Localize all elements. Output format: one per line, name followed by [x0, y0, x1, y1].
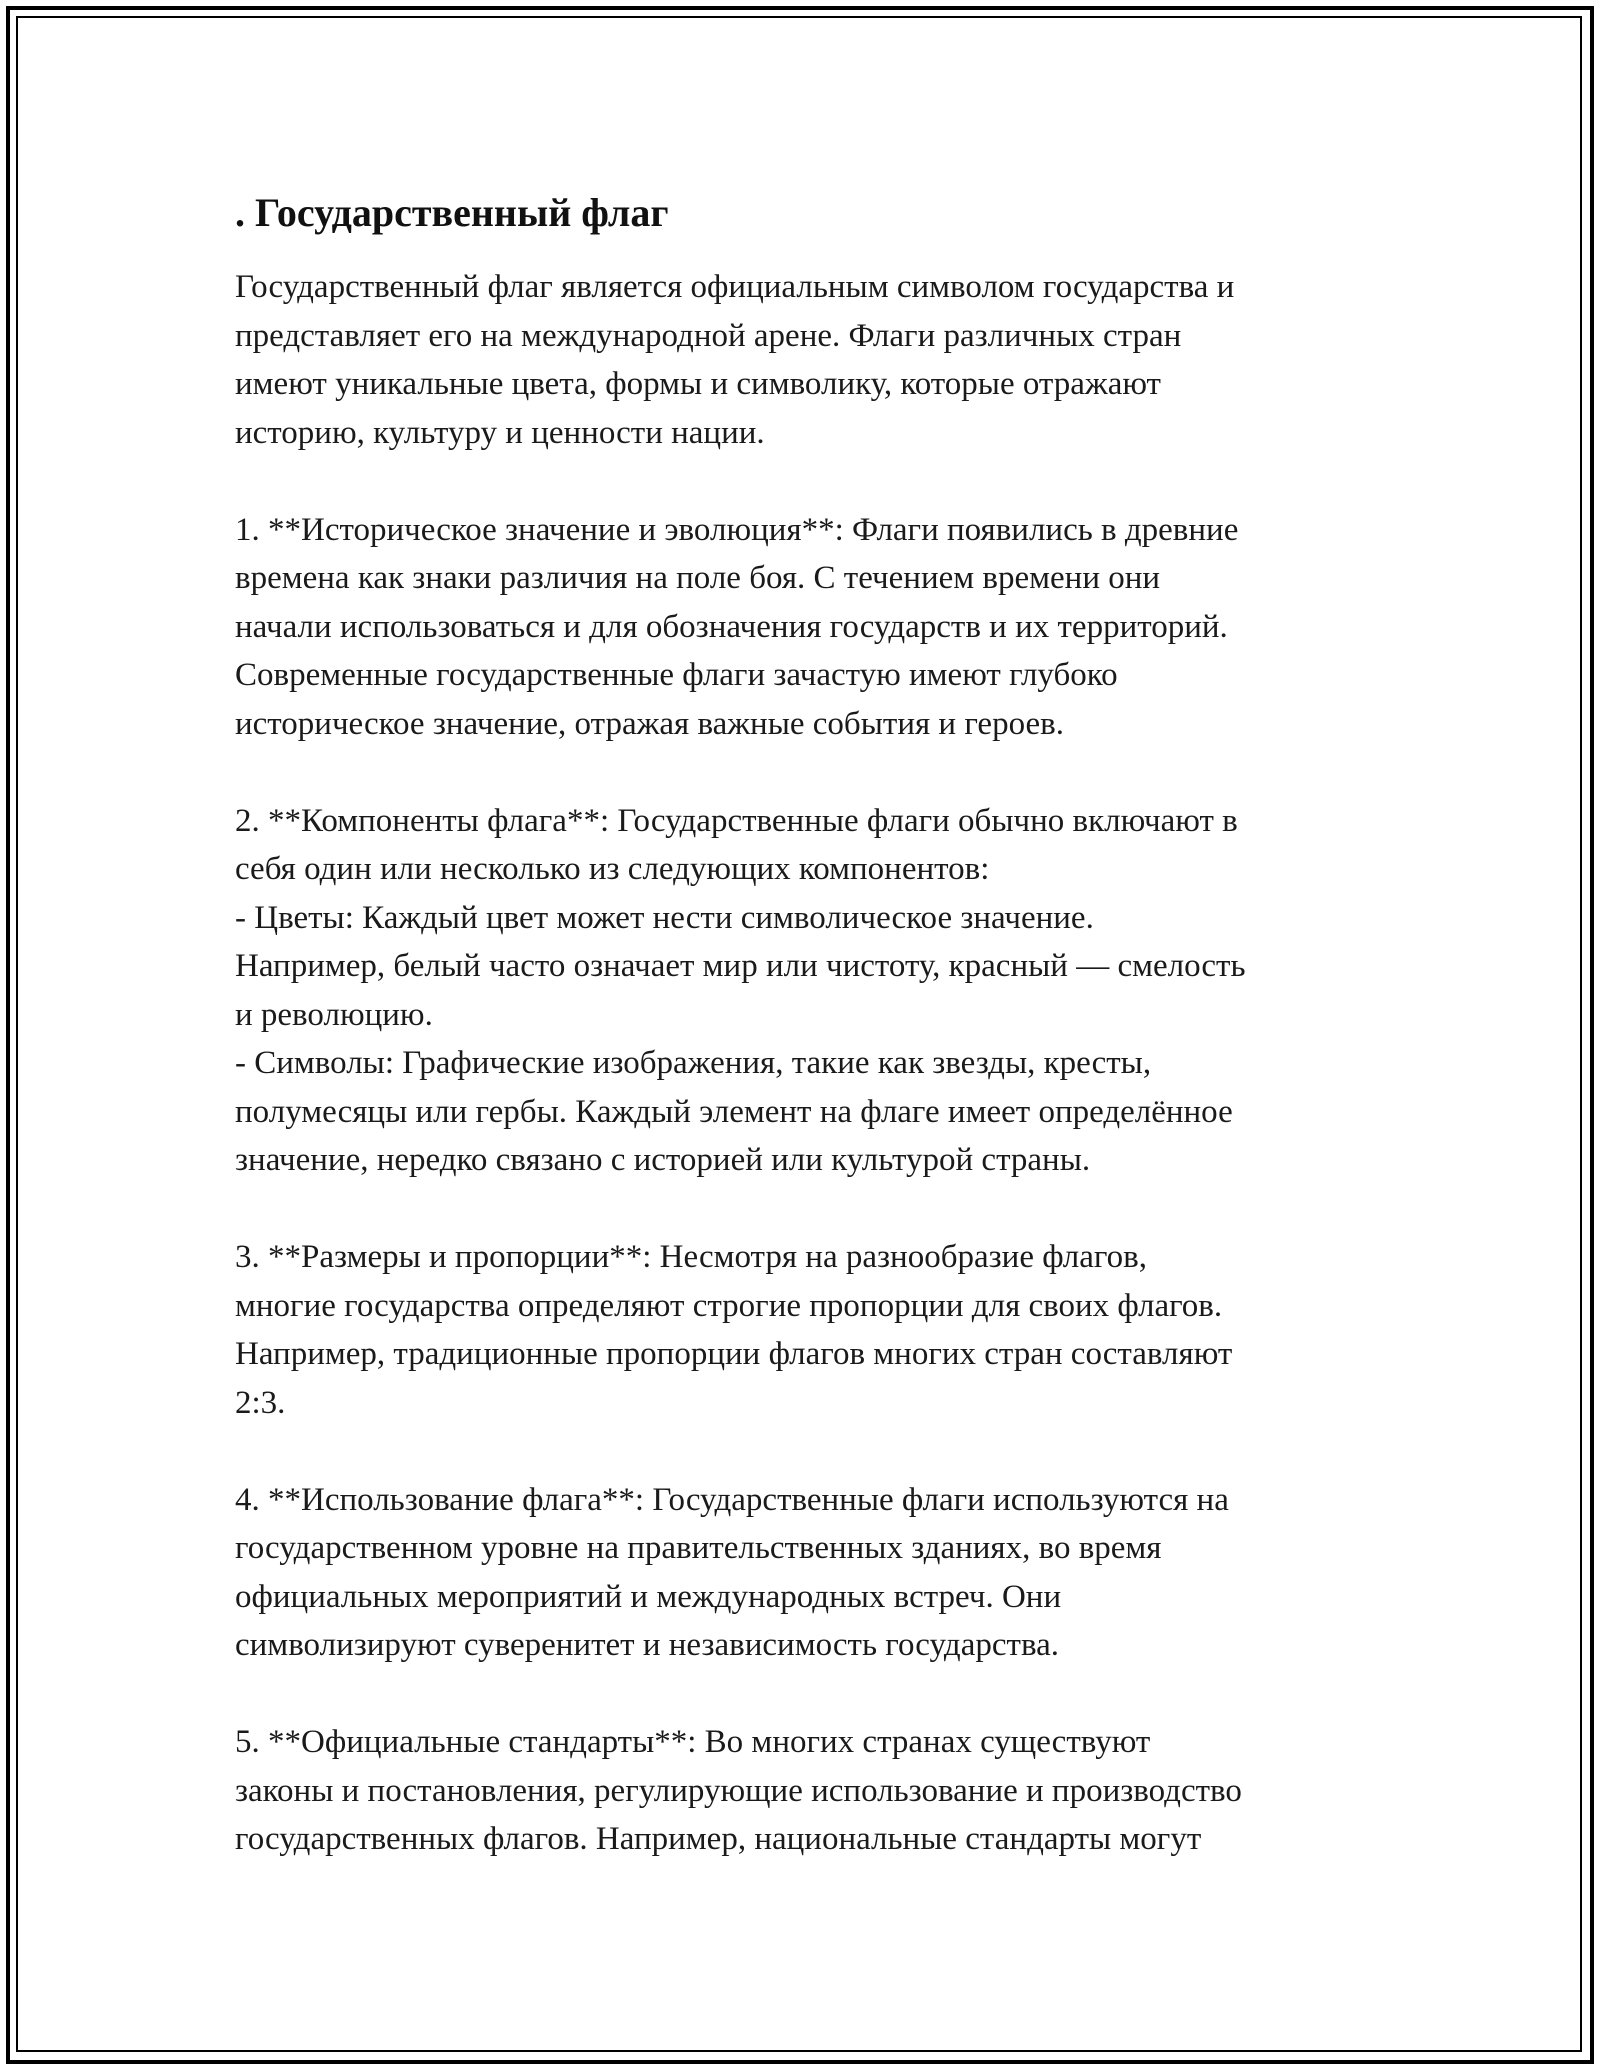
- section-flag-components: 2. **Компоненты флага**: Государственные флаги обычно включают в себя один или несколько из следующих компонентов: - Цветы: Каждый цвет может нести символическое значение. Например, белый часто означает мир или чистоту, красный — смелость и революцию. - Символы: Графические изображения, такие как звезды, кресты, полумесяцы или гербы. Каждый элемент на флаге имеет определённое значение, нередко связано с историей или культурой страны.: [235, 802, 1246, 1178]
- document-title: . Государственный флаг: [235, 190, 669, 235]
- section-official-standards: 5. **Официальные стандарты**: Во многих странах существуют законы и постановления, регулирующие использование и производство государственных флагов. Например, национальные стандарты могут: [235, 1724, 1242, 1857]
- document-body: [235, 185, 1375, 1864]
- section-flag-usage: 4. **Использование флага**: Государственные флаги используются на государственном уровне на правительственных зданиях, во время официальных мероприятий и международных встреч. Они символизируют суверенитет и независимость государства.: [235, 1481, 1229, 1663]
- intro-paragraph: Государственный флаг является официальным символом государства и представляет его на международной арене. Флаги различных стран имеют уникальные цвета, формы и символику, которые отражают историю, культуру и ценности нации.: [235, 269, 1235, 451]
- section-historical-meaning: 1. **Историческое значение и эволюция**: Флаги появились в древние времена как знаки различия на поле боя. С течением времени они начали использоваться и для обозначения государств и их территорий. Современные государственные флаги зачастую имеют глубоко историческое значение, отражая важные события и героев.: [235, 511, 1239, 742]
- section-sizes-proportions: 3. **Размеры и пропорции**: Несмотря на разнообразие флагов, многие государства определяют строгие пропорции для своих флагов. Например, традиционные пропорции флагов многих стран составляют 2:3.: [235, 1239, 1233, 1421]
